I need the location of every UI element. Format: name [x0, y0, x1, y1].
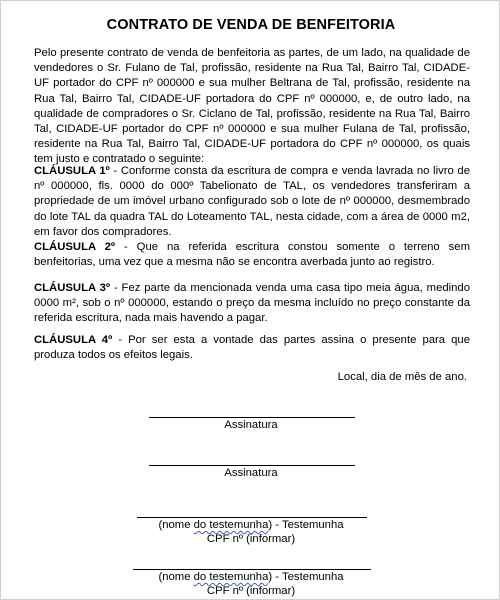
clause-3-heading: CLÁUSULA 3º	[34, 282, 111, 294]
witness-name-2	[1, 571, 500, 583]
signature-label-2: Assinatura	[224, 467, 278, 479]
clause-4	[34, 333, 470, 363]
signature-label-1: Assinatura	[224, 419, 278, 431]
signature-line-2	[149, 465, 355, 466]
clause-4-text: - Por ser esta a vontade das partes assina o presente para que produza todos os efeitos legais.	[34, 334, 470, 362]
witness-name-2-prefix: (nome	[158, 571, 194, 583]
witness-name-1	[1, 519, 500, 531]
intro-paragraph: Pelo presente contrato de venda de benfeitoria as partes, de um lado, na qualidade de vendedores o Sr. Fulano de Tal, profissão, residente na Rua Tal, Bairro Tal, CIDADE-UF portador do CPF nº 000000 e sua mulher Beltrana de Tal, profissão, residente na Rua Tal, Bairro Tal, CIDADE-UF portadora do CPF nº 000000, e, de outro lado, na qualidade de compradores o Sr. Ciclano de Tal, profissão, residente na Rua Tal, Bairro Tal, CIDADE-UF portador do CPF nº 000000 e sua mulher Fulana de Tal, profissão, residente na Rua Tal, Bairro Tal, CIDADE-UF portadora do CPF nº 000000, os quais tem justo e contratado o seguinte:	[34, 47, 470, 166]
clause-2-heading: CLÁUSULA 2º	[34, 241, 116, 253]
witness-name-2-flagged: do testemunha	[193, 571, 269, 583]
witness-name-1-suffix: ) - Testemunha	[268, 519, 344, 531]
clause-1-heading: CLÁUSULA 1º	[34, 165, 110, 177]
witness-cpf-2: CPF nº (informar)	[206, 585, 296, 597]
signature-line-1	[149, 417, 355, 418]
clause-3	[34, 281, 470, 327]
witness-cpf-1: CPF nº (informar)	[206, 533, 296, 545]
clause-3-text: - Fez parte da mencionada venda uma casa tipo meia água, medindo 0000 m², sob o nº 000000, estando o preço da mesma incluído no preço constante da referida escritura, nada mais havendo a pagar.	[34, 282, 470, 325]
witness-line-2	[133, 569, 371, 570]
witness-name-1-flagged: do testemunha	[193, 519, 269, 531]
clause-1	[34, 164, 470, 240]
witness-line-1	[137, 517, 367, 518]
clause-2	[34, 240, 470, 270]
place-date: Local, dia de mês de ano.	[337, 371, 467, 383]
clause-4-heading: CLÁUSULA 4º	[34, 334, 113, 346]
clause-1-text: - Conforme consta da escritura de compra e venda lavrada no livro de nº 000000, fls. 0000 do 000º Tabelionato de TAL, os vendedores transferiram a propriedade de um imóvel urbano configurado sob o lote de nº 000000, desmembrado do lote TAL da quadra TAL do Loteamento TAL, nesta cidade, com a área de 0000 m2, em favor dos compradores.	[34, 165, 470, 238]
clause-2-text: - Que na referida escritura constou somente o terreno sem benfeitorias, uma vez que a mesma não se encontra averbada junto ao registro.	[34, 241, 470, 269]
witness-name-1-prefix: (nome	[158, 519, 194, 531]
document-title: CONTRATO DE VENDA DE BENFEITORIA	[106, 17, 396, 33]
witness-name-2-suffix: ) - Testemunha	[268, 571, 344, 583]
